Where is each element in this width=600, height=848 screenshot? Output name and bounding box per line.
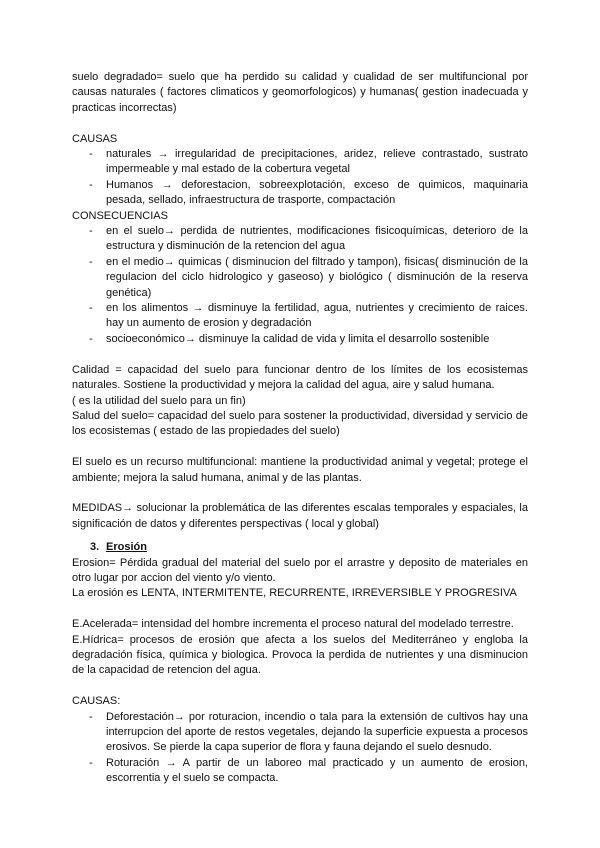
list-item: - en los alimentos → disminuye la fertilidad, agua, nutrientes y crecimiento de raices. hay un aumento de erosion y degradación bbox=[72, 301, 528, 332]
section-number: 3. bbox=[90, 541, 100, 554]
measures-paragraph: MEDIDAS→ solucionar la problemática de las diferentes escalas temporales y espaciales, la significación de datos y diferentes perspectivas ( local y global) bbox=[72, 502, 528, 530]
erosion-causes-heading: CAUSAS: bbox=[72, 695, 121, 708]
section-heading-erosion bbox=[72, 540, 528, 555]
erosion-characteristics: La erosión es LENTA, INTERMITENTE, RECURRENTE, IRREVERSIBLE Y PROGRESIVA bbox=[72, 587, 517, 600]
quality-definition: Calidad = capacidad del suelo para funcionar dentro de los límites de los ecosistemas naturales. Sostiene la productividad y mejora la calidad del agua, aire y salud humana. bbox=[72, 363, 528, 392]
consequences-list bbox=[72, 224, 528, 347]
list-item: - en el medio→ quimicas ( disminucion del filtrado y tampon), fisicas( disminución de la regulacion del ciclo hidrologico y gaseoso) y biológico ( disminución de la reserva genética) bbox=[72, 255, 528, 301]
list-item: - en el suelo→ perdida de nutrientes, modificaciones fisicoquímicas, deterioro de la estructura y disminución de la retencion del agua bbox=[72, 224, 528, 255]
hydric-erosion: E.Hídrica= procesos de erosión que afecta a los suelos del Mediterráneo y engloba la degradación física, química y biologica. Provoca la perdida de nutrientes y una disminucion de la capacidad de retencion del agua. bbox=[72, 633, 528, 677]
list-item: - Deforestación→ por roturacion, incendio o tala para la extensión de cultivos hay una interrupcion del aporte de restos vegetales, dejando la superficie expuesta a procesos erosivos. Se pierde la capa superior de flora y fauna dejando el suelo desnudo. bbox=[72, 710, 528, 756]
erosion-causes-list bbox=[72, 710, 528, 787]
list-item: - socioeconómico→ disminuye la calidad de vida y limita el desarrollo sostenible bbox=[72, 332, 528, 347]
accelerated-erosion: E.Acelerada= intensidad del hombre incrementa el proceso natural del modelado terrestre. bbox=[72, 618, 514, 631]
document-page bbox=[72, 70, 528, 787]
list-item: - Humanos → deforestacion, sobreexplotación, exceso de quimicos, maquinaria pesada, sellado, infraestructura de trasporte, compactación bbox=[72, 178, 528, 209]
causes-heading: CAUSAS bbox=[72, 132, 118, 145]
soil-health-definition: Salud del suelo= capacidad del suelo para sostener la productividad, diversidad y servicio de los ecosistemas ( estado de las propiedades del suelo) bbox=[72, 409, 528, 438]
list-item: - naturales → irregularidad de precipitaciones, aridez, relieve contrastado, sustrato impermeable y mal estado de la cobertura vegetal bbox=[72, 147, 528, 178]
causes-list bbox=[72, 147, 528, 209]
list-item: - Roturación → A partir de un laboreo mal practicado y un aumento de erosion, escorrentia y el suelo se compacta. bbox=[72, 756, 528, 787]
quality-note: ( es la utilidad del suelo para un fin) bbox=[72, 394, 246, 407]
section-title: Erosión bbox=[106, 541, 147, 554]
consequences-heading: CONSECUENCIAS bbox=[72, 209, 168, 222]
multifunctional-paragraph: El suelo es un recurso multifuncional: mantiene la productividad animal y vegetal; protege el ambiente; mejora la salud humana, animal y de las plantas. bbox=[72, 456, 528, 484]
erosion-definition: Erosion= Pérdida gradual del material del suelo por el arrastre y deposito de materiales en otro lugar por accion del viento y/o viento. bbox=[72, 556, 528, 584]
degraded-soil-definition: suelo degradado= suelo que ha perdido su calidad y cualidad de ser multifuncional por causas naturales ( factores climaticos y geomorfologicos) y humanas( gestion inadecuada y practicas incorrectas) bbox=[72, 71, 528, 114]
